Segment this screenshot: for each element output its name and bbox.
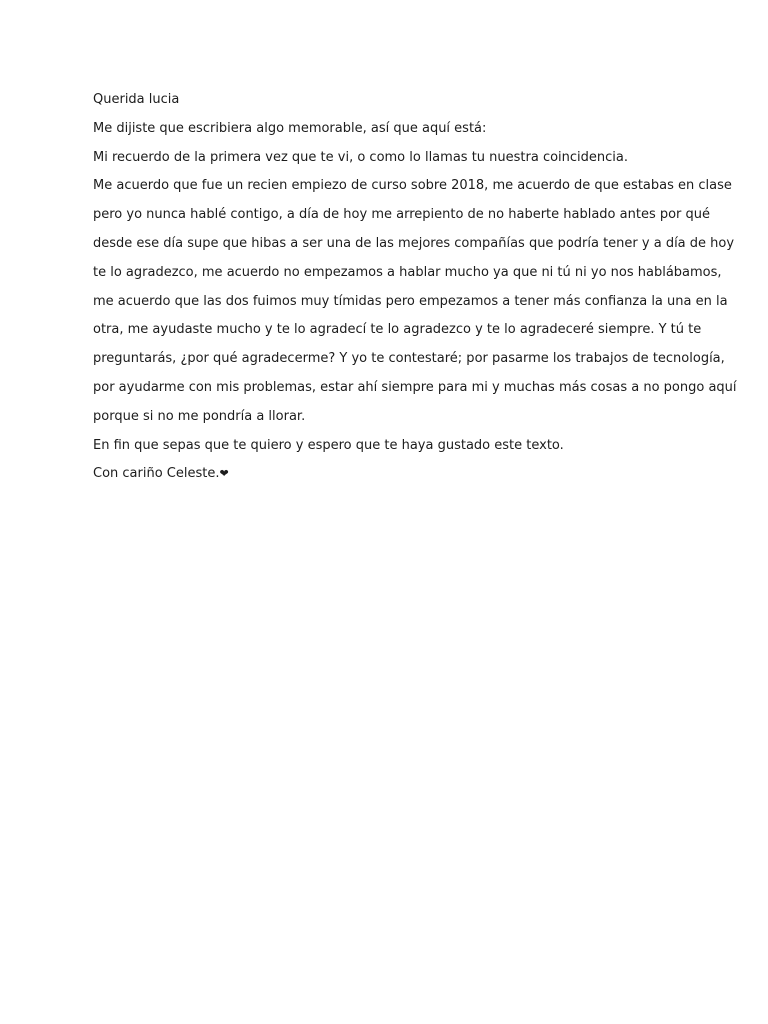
body-line: Me acuerdo que fue un recien empiezo de curso sobre 2018, me acuerdo de que estabas en clase bbox=[93, 178, 732, 194]
signature: Con cariño Celeste. bbox=[93, 466, 220, 482]
body-line: pero yo nunca hablé contigo, a día de hoy me arrepiento de no haberte hablado antes por qué bbox=[93, 207, 711, 223]
body-line: porque si no me pondría a llorar. bbox=[93, 408, 306, 424]
letter-body bbox=[93, 88, 737, 491]
signature-line bbox=[93, 462, 683, 486]
heart-icon: ❤ bbox=[219, 467, 229, 481]
greeting: Querida lucia bbox=[93, 92, 180, 107]
body-line: te lo agradezco, me acuerdo no empezamos a hablar mucho ya que ni tú ni yo nos hablábamos, bbox=[93, 264, 722, 280]
subject-line: Mi recuerdo de la primera vez que te vi, o como lo llamas tu nuestra coincidencia. bbox=[93, 149, 629, 165]
body-line: por ayudarme con mis problemas, estar ahí siempre para mi y muchas más cosas a no pongo aquí bbox=[93, 379, 737, 395]
closing-line: En fin que sepas que te quiero y espero que te haya gustado este texto. bbox=[93, 437, 564, 453]
body-line: desde ese día supe que hibas a ser una de las mejores compañías que podría tener y a día de hoy bbox=[93, 235, 735, 251]
body-line: me acuerdo que las dos fuimos muy tímidas pero empezamos a tener más confianza la una en la bbox=[93, 293, 728, 309]
body-line: otra, me ayudaste mucho y te lo agradecí te lo agradezco y te lo agradeceré siempre. Y tú te bbox=[93, 322, 702, 338]
body-line: preguntarás, ¿por qué agradecerme? Y yo te contestaré; por pasarme los trabajos de tecnología, bbox=[93, 351, 725, 367]
intro-line: Me dijiste que escribiera algo memorable, así que aquí está: bbox=[93, 120, 487, 136]
